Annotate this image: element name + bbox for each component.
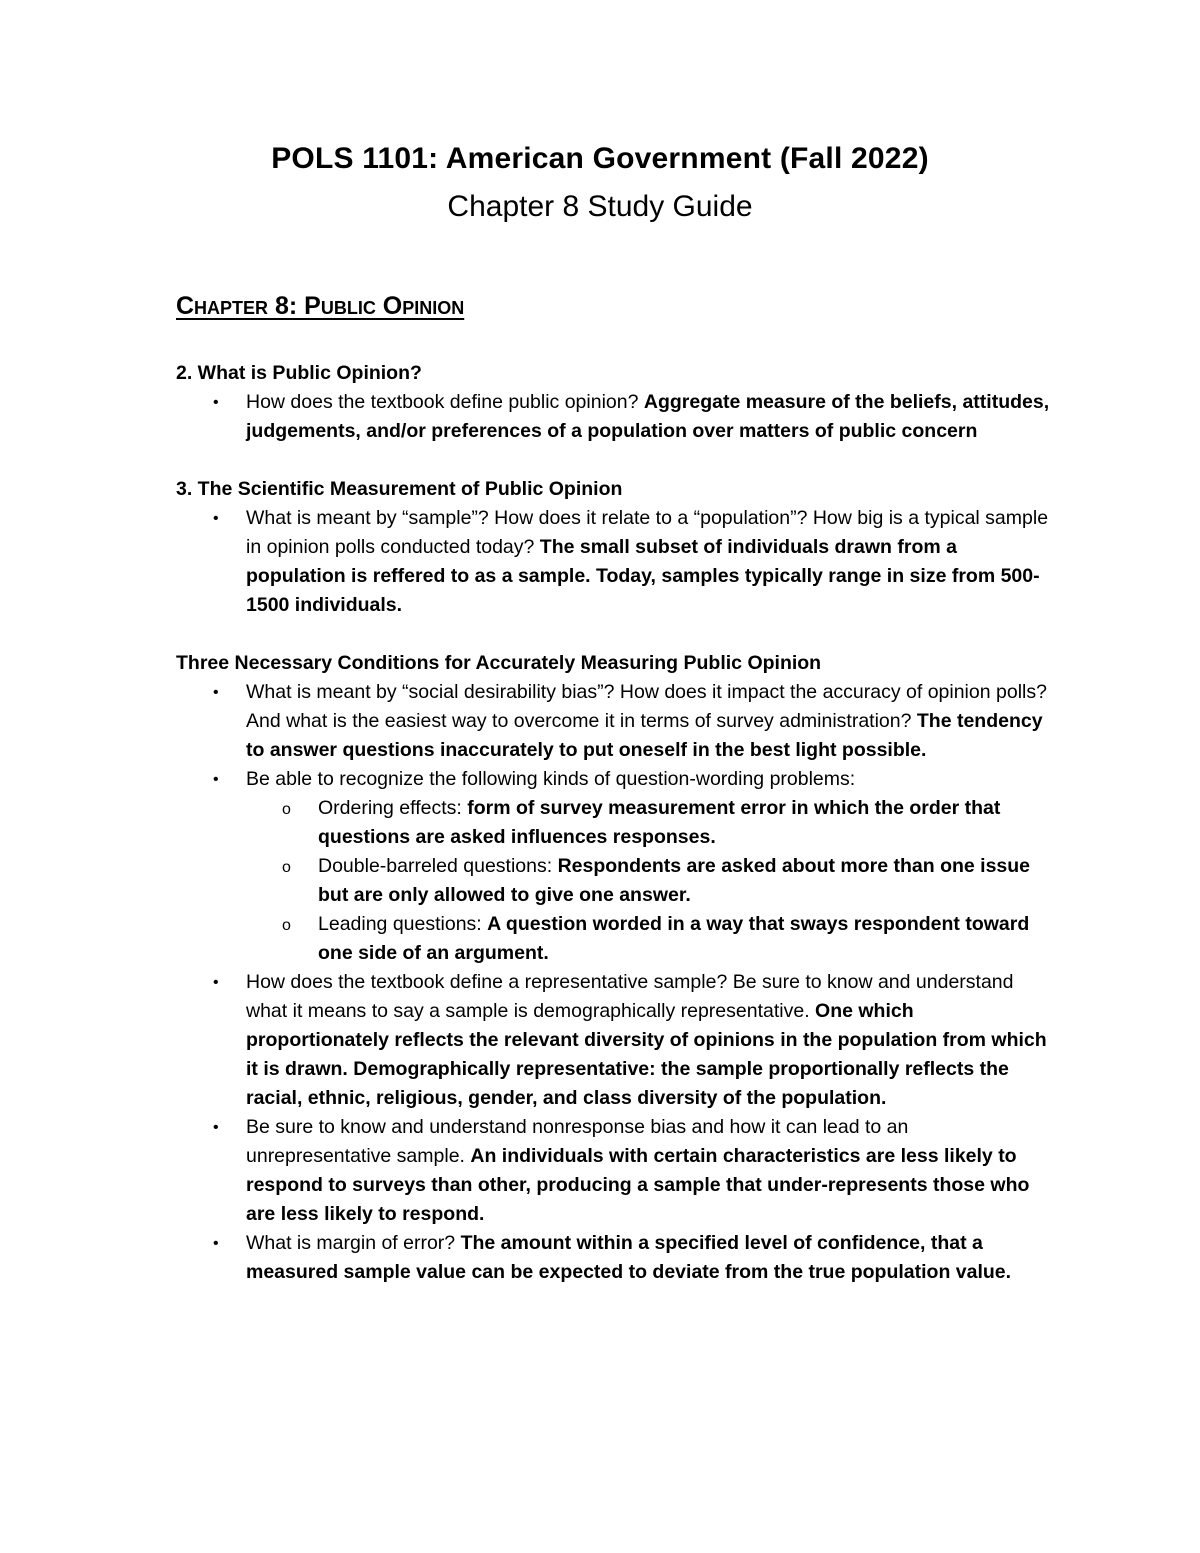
- list-item: [176, 1229, 1056, 1287]
- question-text: Be sure to know and understand nonresponse bias and how it can lead to an unrepresentative sample.: [246, 1116, 909, 1167]
- circle-bullet-icon: o: [282, 801, 291, 818]
- document-body: [176, 359, 1056, 1287]
- bullet-icon: •: [213, 974, 219, 991]
- answer-text: The tendency to answer questions inaccurately to put oneself in the best light possible.: [246, 710, 1043, 761]
- question-text: What is meant by “social desirability bias”? How does it impact the accuracy of opinion polls? And what is the easiest way to overcome it in terms of survey administration?: [246, 681, 1047, 732]
- document-subtitle: Chapter 8 Study Guide: [447, 190, 753, 223]
- bullet-icon: •: [213, 1235, 219, 1252]
- question-text: What is margin of error?: [246, 1232, 461, 1254]
- list-item: [176, 968, 1056, 1113]
- list-item: [176, 504, 1056, 620]
- answer-text: A question worded in a way that sways respondent toward one side of an argument.: [318, 913, 1030, 964]
- answer-text: The small subset of individuals drawn from a population is reffered to as a sample. Today, samples typically range in size from 500-1500 individuals.: [246, 536, 1040, 616]
- answer-text: form of survey measurement error in which the order that questions are asked influences responses.: [318, 797, 1001, 848]
- answer-text: One which proportionately reflects the relevant diversity of opinions in the population from which it is drawn. Demographically representative: the sample proportionally reflects the racial, ethnic, religious, gender, and class diversity of the population.: [246, 1000, 1047, 1109]
- sub-item-label: Ordering effects:: [318, 797, 468, 819]
- sub-item-label: Leading questions:: [318, 913, 488, 935]
- list-item: [176, 765, 1056, 968]
- answer-text: An individuals with certain characteristics are less likely to respond to surveys than other, producing a sample that under-represents those who are less likely to respond.: [246, 1145, 1030, 1225]
- section-title: Three Necessary Conditions for Accurately Measuring Public Opinion: [176, 652, 822, 674]
- sub-list-item: [246, 794, 1056, 852]
- document-title: POLS 1101: American Government (Fall 2022): [271, 142, 929, 175]
- bullet-list: [176, 504, 1056, 620]
- chapter-heading: Chapter 8: Public Opinion: [176, 292, 465, 320]
- bullet-icon: •: [213, 684, 219, 701]
- answer-text: Respondents are asked about more than one issue but are only allowed to give one answer.: [318, 855, 1031, 906]
- sub-list-item: [246, 910, 1056, 968]
- question-text: What is meant by “sample”? How does it relate to a “population”? How big is a typical sample in opinion polls conducted today?: [246, 507, 1049, 558]
- bullet-list: [176, 678, 1056, 1287]
- question-text: How does the textbook define public opinion?: [246, 391, 644, 413]
- bullet-icon: •: [213, 510, 219, 527]
- bullet-icon: •: [213, 1119, 219, 1136]
- answer-text: Aggregate measure of the beliefs, attitudes, judgements, and/or preferences of a population over matters of public concern: [246, 391, 1050, 442]
- bullet-list: [176, 388, 1056, 446]
- question-text: Be able to recognize the following kinds of question-wording problems:: [246, 768, 856, 790]
- bullet-icon: •: [213, 394, 219, 411]
- section-title: 2. What is Public Opinion?: [176, 362, 422, 384]
- circle-bullet-icon: o: [282, 859, 291, 876]
- list-item: [176, 678, 1056, 765]
- section-title: 3. The Scientific Measurement of Public Opinion: [176, 478, 623, 500]
- answer-text: The amount within a specified level of confidence, that a measured sample value can be expected to deviate from the true population value.: [246, 1232, 1012, 1283]
- question-text: How does the textbook define a representative sample? Be sure to know and understand what it means to say a sample is demographically representative.: [246, 971, 1014, 1022]
- sub-bullet-list: [246, 794, 1056, 968]
- sub-item-label: Double-barreled questions:: [318, 855, 558, 877]
- sub-list-item: [246, 852, 1056, 910]
- circle-bullet-icon: o: [282, 917, 291, 934]
- list-item: [176, 1113, 1056, 1229]
- bullet-icon: •: [213, 771, 219, 788]
- list-item: [176, 388, 1056, 446]
